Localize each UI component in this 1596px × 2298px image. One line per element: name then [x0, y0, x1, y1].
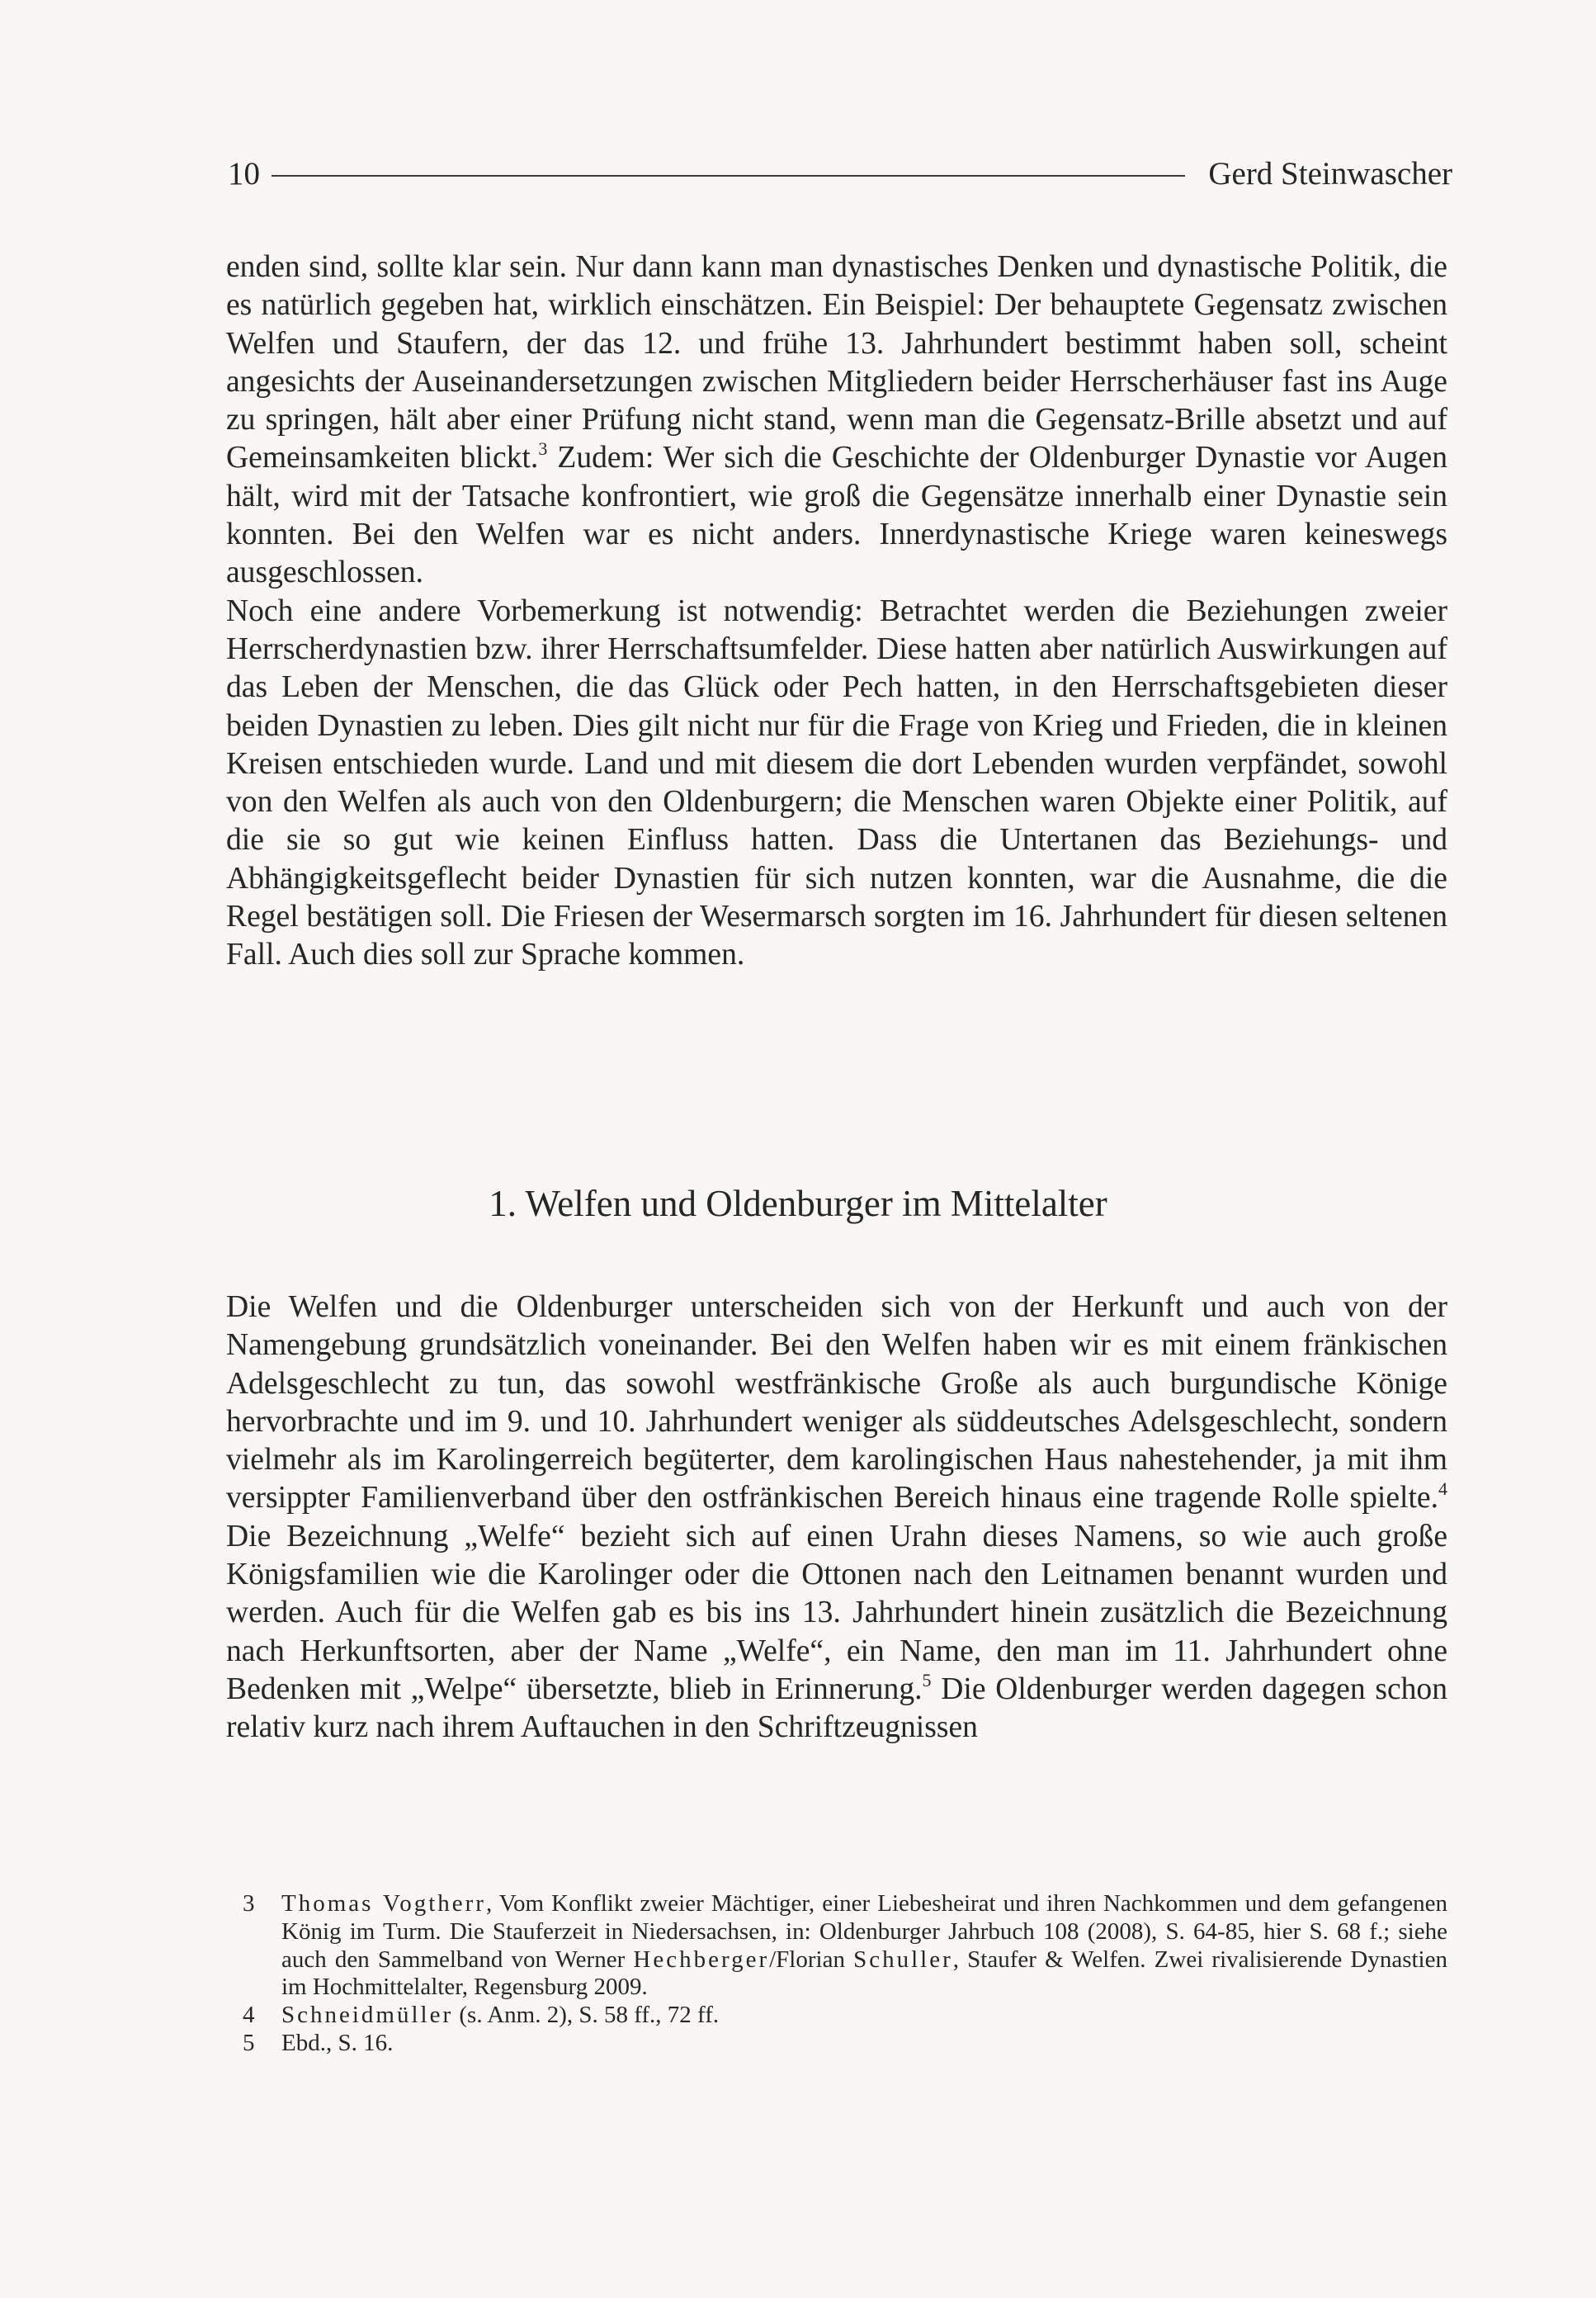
paragraph-text: Die Bezeichnung „Welfe“ bezieht sich auf einen Urahn dieses Namens, so wie auch große Königsfamilien wie die Karolinger oder die Ottonen nach den Leitnamen benannt wurden und werden. Auch für die Welfen gab es bis ins 13. Jahrhundert hinein zusätzlich die Bezeichnung nach Herkunftsorten, aber der Name „Welfe“, ein Name, den man im 11. Jahrhundert ohne Bedenken mit „Welpe“ übersetzte, blieb in Erinnerung. — [226, 1519, 1447, 1706]
footnote-number: 4 — [243, 2002, 255, 2029]
footnote-text-part: (s. Anm. 2), S. 58 ff., 72 ff. — [453, 2002, 720, 2029]
paragraph-2: Noch eine andere Vorbemerkung ist notwendig: Betrachtet werden die Beziehungen zweier Herrscherdynastien bzw. ihrer Herrschaftsumfelder. Diese hatten aber natürlich Auswirkungen auf das Leben der Menschen, die das Glück oder Pech hatten, in den Herrschaftsgebieten dieser beiden Dynastien zu leben. Dies gilt nicht nur für die Frage von Krieg und Frieden, die in kleinen Kreisen entschieden wurde. Land und mit diesem die dort Lebenden wurden verpfändet, sowohl von den Welfen als auch von den Oldenburgern; die Menschen waren Objekte einer Politik, auf die sie so gut wie keinen Einfluss hatten. Dass die Untertanen das Beziehungs- und Abhängigkeitsgeflecht beider Dynastien für sich nutzen konnten, war die Ausnahme, die die Regel bestätigen soll. Die Friesen der Wesermarsch sorgten im 16. Jahrhundert für diesen seltenen Fall. Auch dies soll zur Sprache kommen. — [226, 593, 1447, 972]
running-head-author: Gerd Steinwascher — [1208, 155, 1452, 192]
body-text-block-1 — [226, 248, 1447, 975]
footnote-author: Hechberger — [633, 1946, 770, 1973]
header-rule — [272, 175, 1185, 177]
footnote-author: Schuller — [853, 1946, 953, 1973]
paragraph-3 — [226, 1288, 1447, 1747]
footnote-text-part: , Staufer & Welfen. Zwei rivalisierende Dynastien im Hochmittelalter, Regensburg 2009. — [281, 1946, 1447, 2001]
footnote-author: Schneidmüller — [281, 2002, 454, 2029]
footnote-number: 3 — [243, 1890, 255, 1917]
footnote-text-part: /Florian — [769, 1946, 854, 1973]
footnote-text — [281, 1890, 1447, 2002]
footnote-ref-3[interactable]: 3 — [538, 438, 548, 460]
paragraph-text: Die Welfen und die Oldenburger unterscheiden sich von der Herkunft und auch von der Namengebung grundsätzlich voneinander. Bei den Welfen haben wir es mit einem fränkischen Adelsgeschlecht zu tun, das sowohl westfränkische Große als auch burgundische Könige hervorbrachte und im 9. und 10. Jahrhundert weniger als süddeutsches Adelsgeschlecht, sondern vielmehr als im Karolingerreich begüterter, dem karolingischen Haus nahestehender, ja mit ihm versippter Familienverband über den ostfränkischen Bereich hinaus eine tragende Rolle spielte. — [226, 1290, 1447, 1515]
paragraph-text: Die Oldenburger werden dagegen schon relativ kurz nach ihrem Auftauchen in den Schriftzeugnissen — [226, 1671, 1447, 1745]
running-head — [228, 149, 1452, 198]
page-number: 10 — [228, 155, 260, 192]
footnote-ref-5[interactable]: 5 — [922, 1669, 932, 1690]
body-text-block-2 — [226, 1288, 1447, 1747]
footnote-text: Ebd., S. 16. — [281, 2029, 394, 2056]
section-heading: 1. Welfen und Oldenburger im Mittelalter — [489, 1183, 1107, 1224]
footnote-5 — [243, 2030, 1447, 2058]
footnote-number: 5 — [243, 2029, 255, 2056]
footnote-ref-4[interactable]: 4 — [1438, 1478, 1447, 1500]
paragraph-1 — [226, 248, 1447, 593]
footnote-author: Thomas Vogtherr — [281, 1890, 486, 1917]
footnotes — [243, 1890, 1447, 2058]
paragraph-text: Zudem: Wer sich die Geschichte der Oldenburger Dynastie vor Augen hält, wird mit der Tatsache konfrontiert, wie groß die Gegensätze innerhalb einer Dynastie sein konnten. Bei den Welfen war es nicht anders. Innerdynastische Kriege waren keineswegs ausgeschlossen. — [226, 441, 1448, 590]
paragraph-text: enden sind, sollte klar sein. Nur dann kann man dynastisches Denken und dynastische Politik, die es natürlich gegeben hat, wirklich einschätzen. Ein Beispiel: Der behauptete Gegensatz zwischen Welfen und Staufern, der das 12. und frühe 13. Jahrhundert bestimmt haben soll, scheint angesichts der Auseinandersetzungen zwischen Mitgliedern beider Herrscherhäuser fast ins Auge zu springen, hält aber einer Prüfung nicht stand, wenn man die Gegensatz-Brille absetzt und auf Gemeinsamkeiten blickt. — [226, 250, 1447, 475]
footnote-3 — [243, 1890, 1447, 2002]
footnote-text — [281, 2002, 1447, 2030]
footnote-4 — [243, 2002, 1447, 2030]
footnote-text-part: , Vom Konflikt zweier Mächtiger, einer Liebesheirat und ihren Nachkommen und dem gefangenen König im Turm. Die Stauferzeit in Niedersachsen, in: Oldenburger Jahrbuch 108 (2008), S. 64-85, hier S. 68 f.; siehe auch den Sammelband von Werner — [281, 1890, 1447, 1973]
